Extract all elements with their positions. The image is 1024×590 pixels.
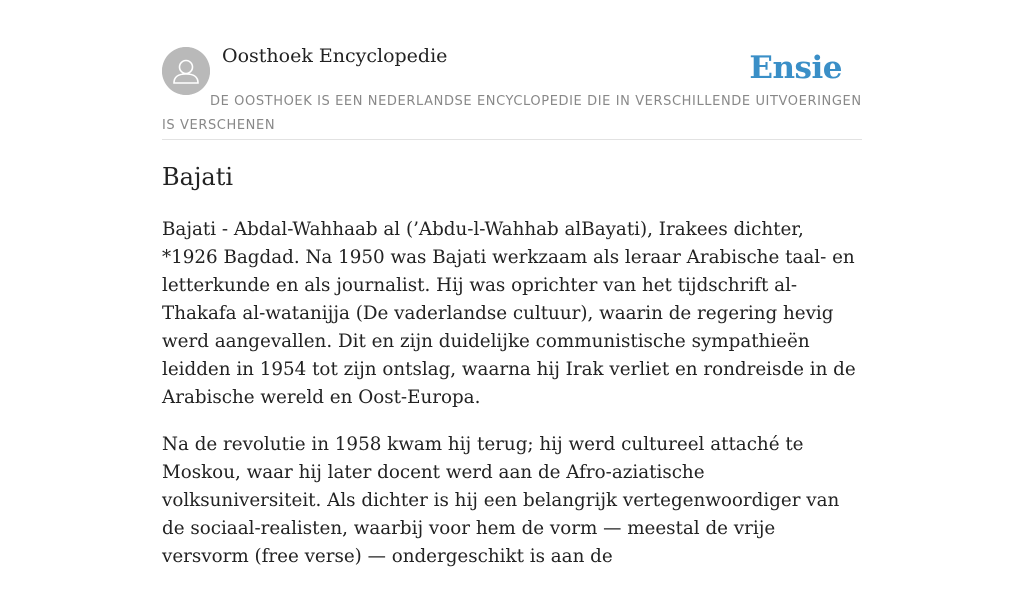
site-tagline: DE OOSTHOEK IS EEN NEDERLANDSE ENCYCLOPEDIE DIE IN VERSCHILLENDE UITVOERINGEN IS VERSCHENEN xyxy=(162,94,862,133)
site-title[interactable]: Oosthoek Encyclopedie xyxy=(222,45,448,67)
page-container xyxy=(162,0,862,567)
site-header xyxy=(162,0,862,140)
article-body xyxy=(162,216,862,590)
article-paragraph: Bajati - Abdal-Wahhaab al (’Abdu-l-Wahhab alBayati), Irakees dichter, *1926 Bagdad. Na 1950 was Bajati werkzaam als leraar Arabische taal- en letterkunde en als journalist. Hij was oprichter van het tijdschrift al-Thakafa al-watanijja (De vaderlandse cultuur), waarin de regering hevig werd aangevallen. Dit en zijn duidelijke communistische sympathieën leidden in 1954 tot zijn ontslag, waarna hij Irak verliet en rondreisde in de Arabische wereld en Oost-Europa. xyxy=(162,219,856,408)
user-icon[interactable] xyxy=(162,47,210,95)
article-title: Bajati xyxy=(162,163,234,191)
article-paragraph: Na de revolutie in 1958 kwam hij terug; hij werd cultureel attaché te Moskou, waar hij later docent werd aan de Afro-aziatische volksuniversiteit. Als dichter is hij een belangrijk vertegenwoordiger van de sociaal-realisten, waarbij voor hem de vorm — meestal de vrije versvorm (free verse) — ondergeschikt is aan de xyxy=(162,434,840,567)
brand-logo[interactable]: Ensie xyxy=(749,50,842,86)
